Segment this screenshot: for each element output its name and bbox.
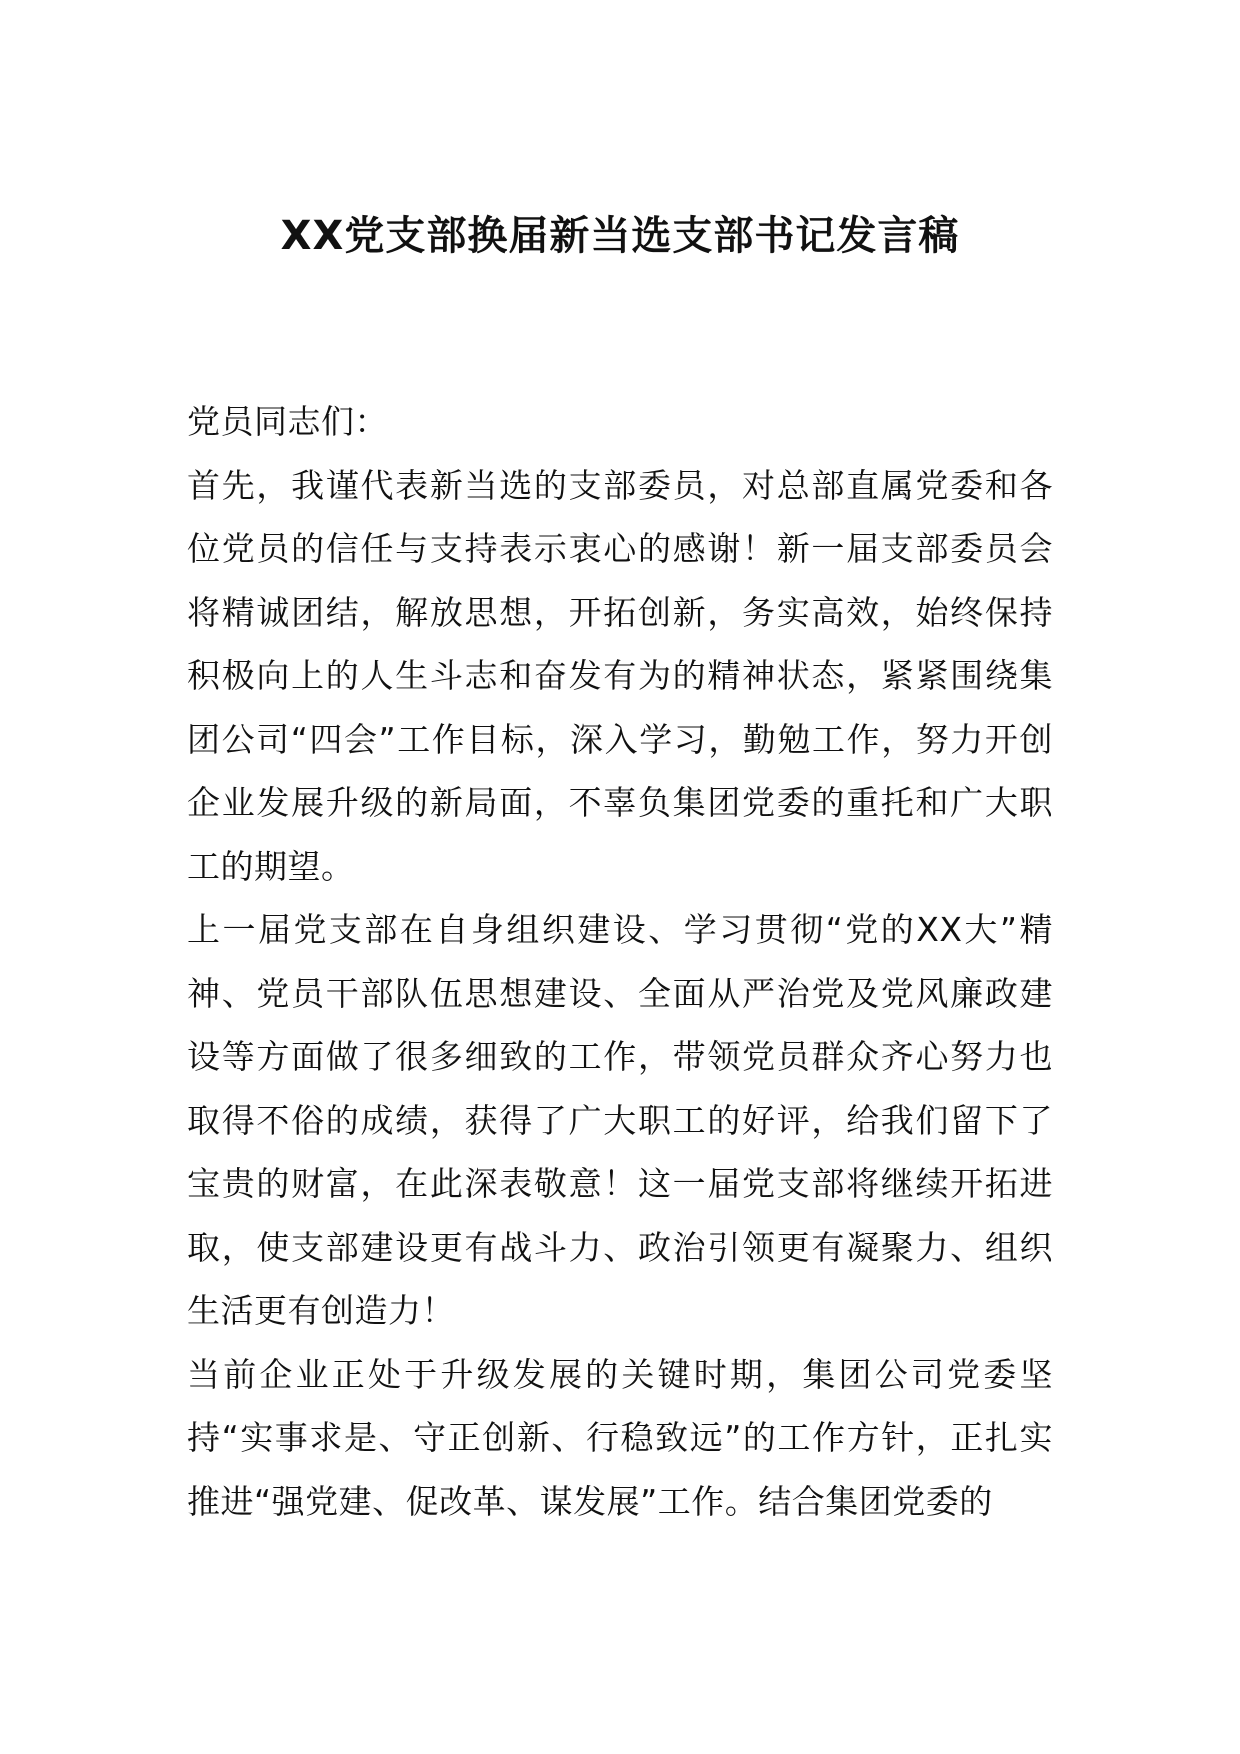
document-title: XX党支部换届新当选支部书记发言稿 xyxy=(280,213,960,259)
document-body xyxy=(187,390,1053,1533)
paragraph-2: 上一届党支部在自身组织建设、学习贯彻“党的XX大”精神、党员干部队伍思想建设、全面从严治党及党风廉政建设等方面做了很多细致的工作，带领党员群众齐心努力也取得不俗的成绩，获得了广大职工的好评，给我们留下了宝贵的财富，在此深表敬意！这一届党支部将继续开拓进取，使支部建设更有战斗力、政治引领更有凝聚力、组织生活更有创造力！ xyxy=(187,910,1053,1330)
paragraph-3: 当前企业正处于升级发展的关键时期，集团公司党委坚持“实事求是、守正创新、行稳致远”的工作方针，正扎实推进“强党建、促改革、谋发展”工作。结合集团党委的 xyxy=(187,1354,1053,1521)
salutation: 党员同志们： xyxy=(187,402,388,441)
paragraph-1: 首先，我谨代表新当选的支部委员，对总部直属党委和各位党员的信任与支持表示衷心的感谢！新一届支部委员会将精诚团结，解放思想，开拓创新，务实高效，始终保持积极向上的人生斗志和奋发有为的精神状态，紧紧围绕集团公司“四会”工作目标，深入学习，勤勉工作，努力开创企业发展升级的新局面，不辜负集团党委的重托和广大职工的期望。 xyxy=(187,465,1053,886)
